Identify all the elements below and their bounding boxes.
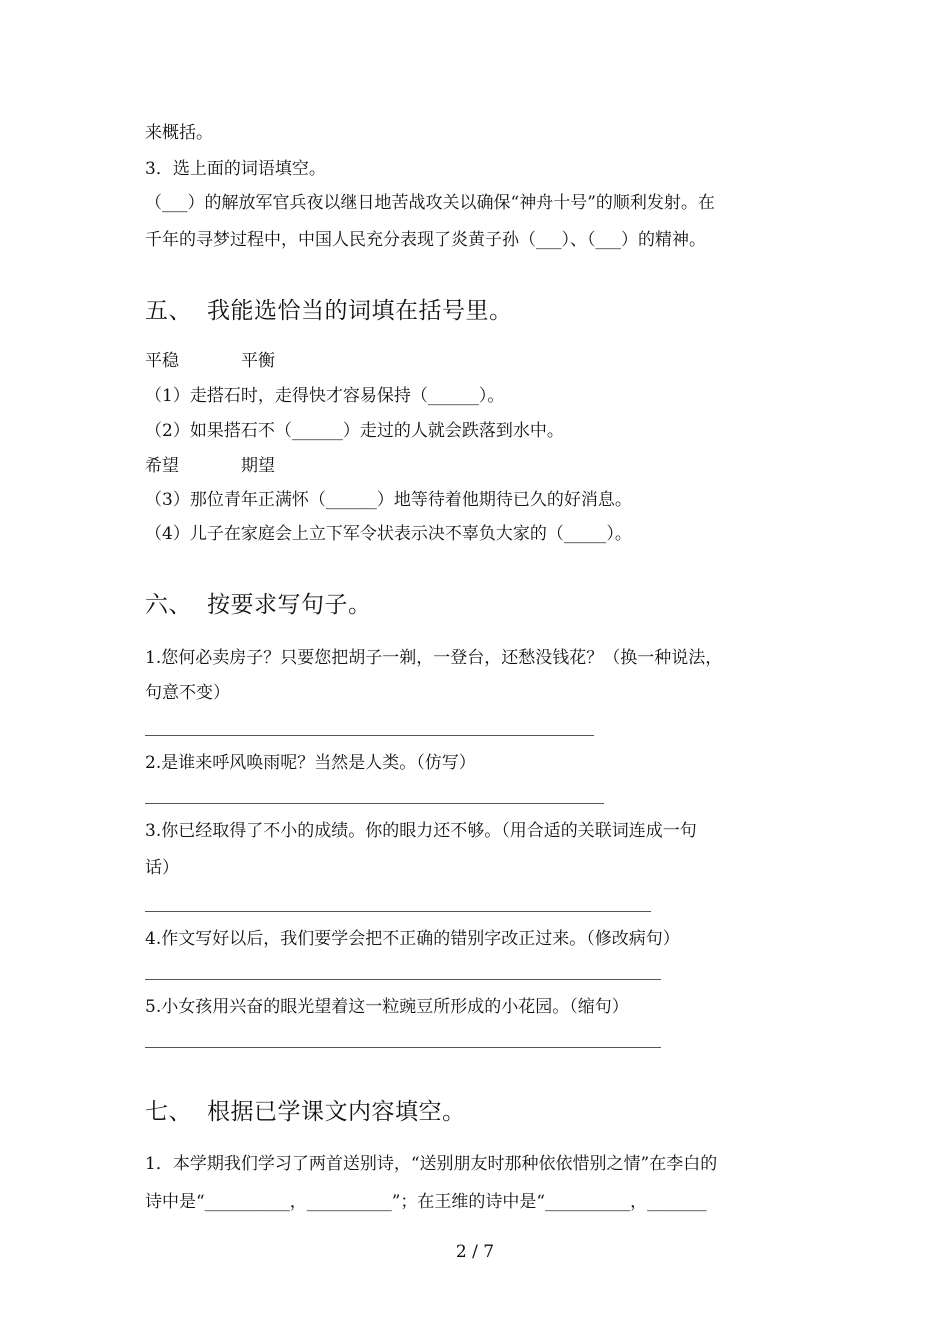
section6-question-1-line1: 1.您何必卖房子？只要您把胡子一剃，一登台，还愁没钱花？（换一种说法， xyxy=(145,648,723,668)
section4-question-3-line1: （___）的解放军官兵夜以继日地苦战攻关以确保“神舟十号”的顺利发射。在 xyxy=(145,193,715,213)
word-option: 希望 xyxy=(145,456,179,476)
answer-line xyxy=(145,911,651,912)
section7-number: 七、 xyxy=(145,1099,192,1125)
section7-heading xyxy=(145,1097,466,1127)
answer-line xyxy=(145,979,661,980)
section5-item-2: （2）如果搭石不（______）走过的人就会跌落到水中。 xyxy=(145,421,564,441)
section6-title: 按要求写句子。 xyxy=(207,592,372,618)
section5-item-1: （1）走搭石时，走得快才容易保持（______）。 xyxy=(145,386,505,406)
section5-number: 五、 xyxy=(145,298,192,324)
word-option: 平衡 xyxy=(241,351,275,371)
section4-line-tail: 来概括。 xyxy=(145,123,213,143)
section4-question-3-title: 3．选上面的词语填空。 xyxy=(145,159,326,179)
section6-heading xyxy=(145,590,372,620)
word-option: 平稳 xyxy=(145,351,179,371)
section7-title: 根据已学课文内容填空。 xyxy=(207,1099,466,1125)
section5-heading xyxy=(145,296,513,326)
answer-line xyxy=(145,1047,661,1048)
section6-question-3-line1: 3.你已经取得了不小的成绩。你的眼力还不够。（用合适的关联词连成一句 xyxy=(145,821,697,841)
section6-question-4: 4.作文写好以后，我们要学会把不正确的错别字改正过来。（修改病句） xyxy=(145,929,680,949)
section7-question-1-line1: 1．本学期我们学习了两首送别诗，“送别朋友时那种依依惜别之情”在李白的 xyxy=(145,1154,718,1174)
word-option: 期望 xyxy=(241,456,275,476)
section5-word-pair-1 xyxy=(145,349,275,373)
section7-question-1-line2: 诗中是“__________，__________”；在王维的诗中是“__________，_______ xyxy=(145,1192,707,1212)
answer-line xyxy=(145,735,594,736)
section4-question-3-line2: 千年的寻梦过程中，中国人民充分表现了炎黄子孙（___）、（___）的精神。 xyxy=(145,230,706,250)
section5-word-pair-2 xyxy=(145,454,275,478)
section6-question-3-line2: 话） xyxy=(145,858,179,878)
answer-line xyxy=(145,803,604,804)
section6-number: 六、 xyxy=(145,592,192,618)
section5-title: 我能选恰当的词填在括号里。 xyxy=(207,298,513,324)
section5-item-3: （3）那位青年正满怀（______）地等待着他期待已久的好消息。 xyxy=(145,490,632,510)
section6-question-2: 2.是谁来呼风唤雨呢？当然是人类。（仿写） xyxy=(145,753,476,773)
section5-item-4: （4）儿子在家庭会上立下军令状表示决不辜负大家的（_____）。 xyxy=(145,524,632,544)
section6-question-1-line2: 句意不变） xyxy=(145,683,230,703)
section6-question-5: 5.小女孩用兴奋的眼光望着这一粒豌豆所形成的小花园。（缩句） xyxy=(145,997,629,1017)
page-number: 2 / 7 xyxy=(455,1242,495,1262)
